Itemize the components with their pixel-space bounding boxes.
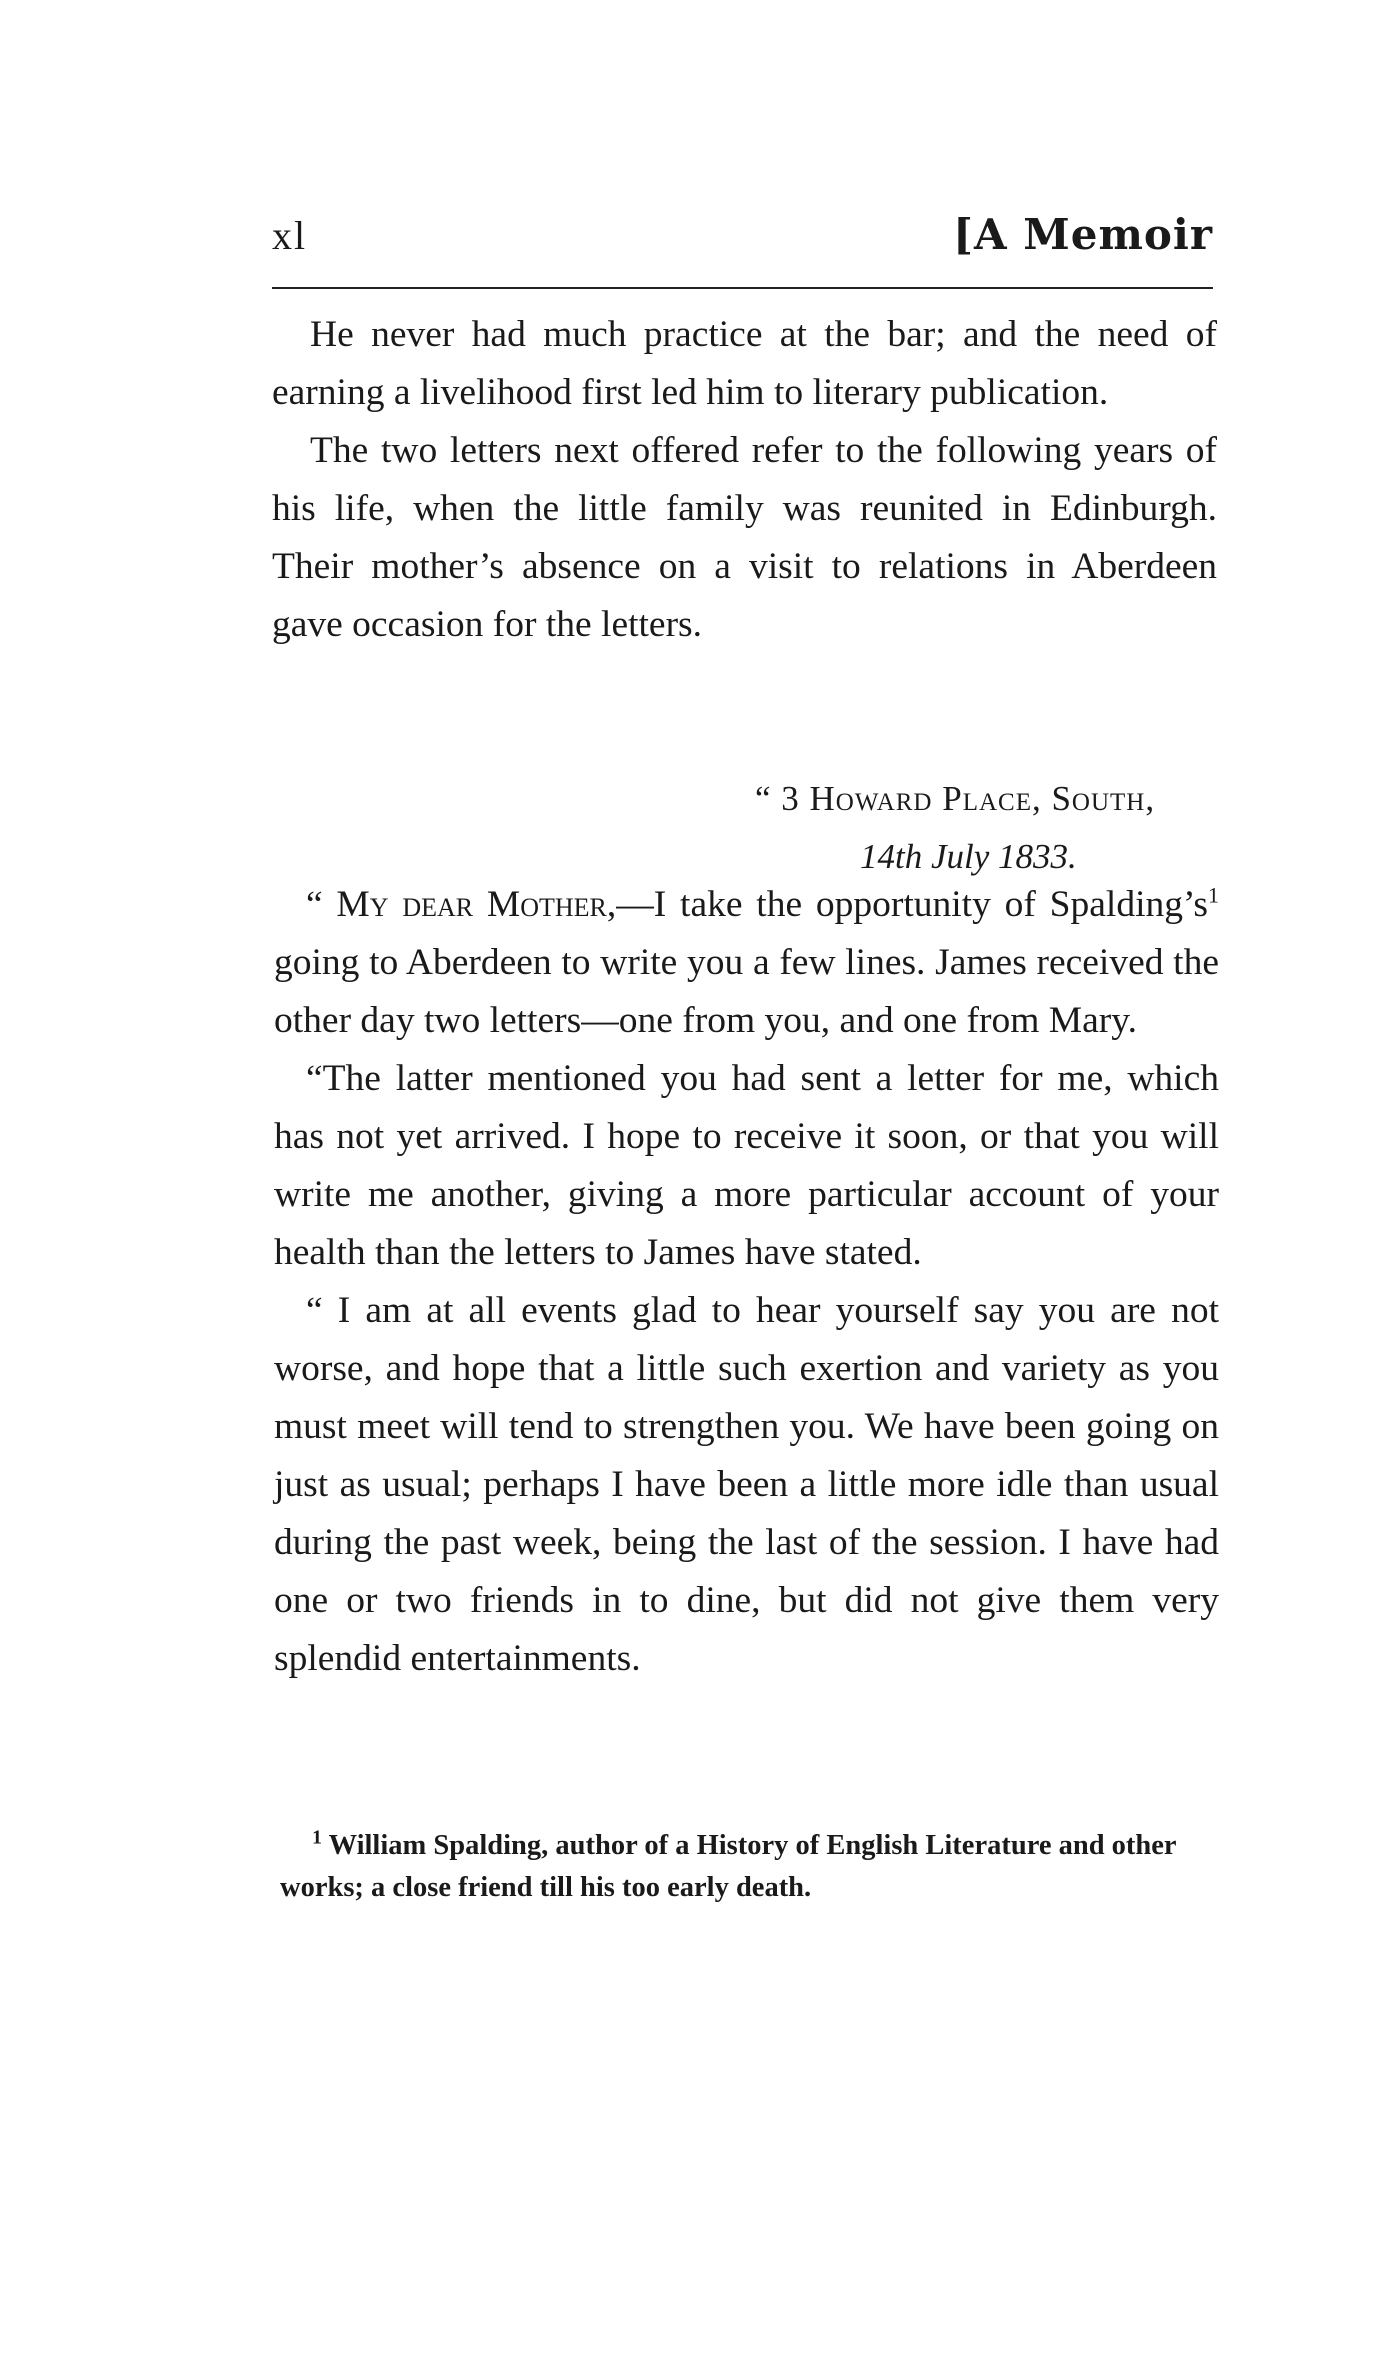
footnote-mark: 1 xyxy=(312,1826,322,1849)
letter-paragraph-1-text-b: going to Aberdeen to write you a few lines. James received the other day two letters—one from you, and one from Mary. xyxy=(274,942,1219,1041)
footnote xyxy=(280,1825,1220,1909)
page-header xyxy=(272,212,1213,282)
letter-paragraph-1-text-a: —I take the opportunity of Spalding’s xyxy=(616,884,1209,925)
intro-text xyxy=(272,306,1217,654)
intro-paragraph-2: The two letters next offered refer to the following years of his life, when the little family was reunited in Edinburgh. Their mother’s absence on a visit to relations in Aberdeen gave occasion for the letters. xyxy=(272,430,1217,645)
page-number: xl xyxy=(272,213,308,258)
letter-paragraph-1 xyxy=(274,876,1219,1050)
footnote-text-line xyxy=(280,1825,1220,1909)
letter-address: “ 3 Howard Place, South, xyxy=(755,779,1156,818)
running-head: [A Memoir xyxy=(953,210,1213,259)
footnote-reference: 1 xyxy=(1208,882,1220,908)
footnote-text: William Spalding, author of a History of English Literature and other works; a close friend till his too early death. xyxy=(280,1830,1177,1903)
header-rule xyxy=(272,287,1213,289)
letter-date: 14th July 1833. xyxy=(860,837,1077,876)
intro-paragraph-1: He never had much practice at the bar; and the need of earning a livelihood first led him to literary publication. xyxy=(272,314,1217,413)
letter-paragraph-2: “The latter mentioned you had sent a letter for me, which has not yet arrived. I hope to receive it soon, or that you will write me another, giving a more particular account of your health than the letters to James have stated. xyxy=(274,1058,1219,1273)
letter-paragraph-3: “ I am at all events glad to hear yourself say you are not worse, and hope that a little such exertion and variety as you must meet will tend to strengthen you. We have been going on just as usual; perhaps I have been a little more idle than usual during the past week, being the last of the session. I have had one or two friends in to dine, but did not give them very splendid entertainments. xyxy=(274,1290,1219,1679)
letter-salutation: “ My dear Mother, xyxy=(306,884,617,925)
letter-body xyxy=(274,876,1219,1688)
